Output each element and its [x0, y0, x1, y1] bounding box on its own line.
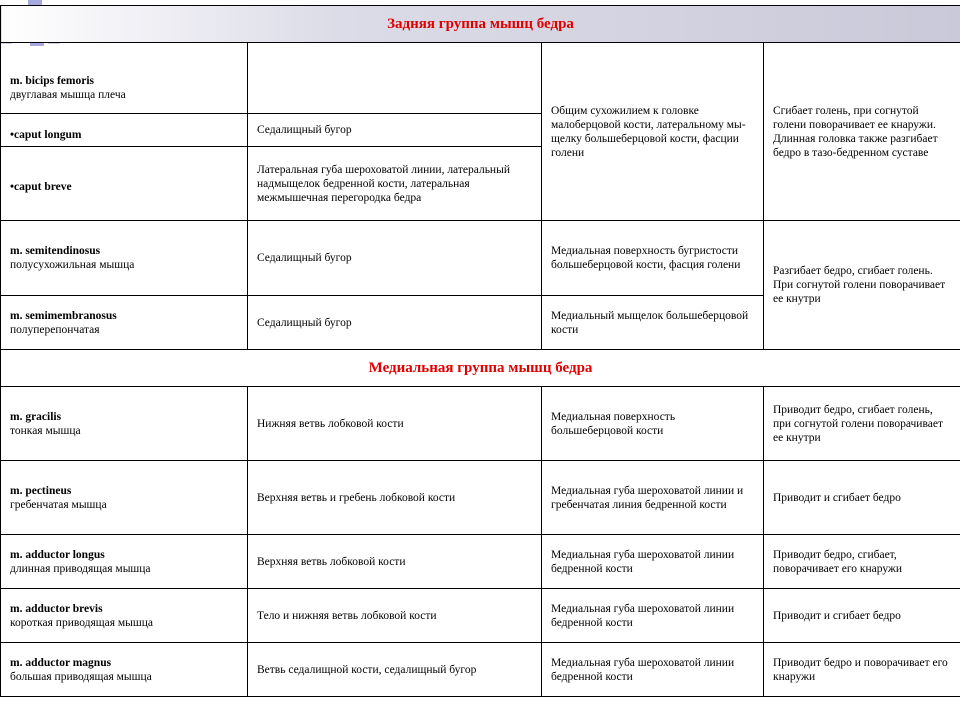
table-row-biceps	[1, 43, 960, 114]
muscle-name-cell	[1, 43, 248, 114]
muscle-name-cell	[1, 535, 248, 589]
function-cell: Приводит и сгибает бедро	[764, 461, 960, 535]
muscle-russian-name: тонкая мышца	[10, 424, 81, 437]
muscle-russian-name: длинная приводящая мышца	[10, 562, 151, 575]
muscle-russian-name: большая приводящая мышца	[10, 670, 152, 683]
muscle-name-cell	[1, 589, 248, 643]
muscle-russian-name: гребенчатая мышца	[10, 498, 107, 511]
insertion-cell: Медиальная губа шероховатой линии бедренной кости	[542, 589, 764, 643]
semimembranosus-insertion: Медиальный мыщелок большеберцовой кости	[542, 296, 764, 350]
muscle-latin-name: m. bicips femoris	[10, 75, 95, 87]
origin-cell: Верхняя ветвь лобковой кости	[248, 535, 542, 589]
bullet-icon: •	[10, 180, 15, 193]
medial-group-header	[1, 350, 960, 387]
insertion-cell: Медиальная губа шероховатой линии и гребенчатая линия бедренной кости	[542, 461, 764, 535]
thigh-muscles-table	[0, 5, 960, 697]
biceps-function-line-2: Длинная головка также разгибает бедро в тазо-бедренном суставе	[773, 132, 938, 159]
posterior-group-title: Задняя группа мышц бедра	[1, 6, 960, 43]
function-cell: Приводит и сгибает бедро	[764, 589, 960, 643]
semitendinosus-origin: Седалищный бугор	[248, 221, 542, 296]
muscle-name-cell	[1, 643, 248, 697]
caput-longum-origin: Седалищный бугор	[248, 114, 542, 147]
table-row	[1, 643, 960, 697]
function-cell: Приводит бедро и поворачивает его кнаружи	[764, 643, 960, 697]
muscle-latin-name: m. semitendinosus	[10, 245, 101, 257]
caput-breve-cell	[1, 147, 248, 221]
table-row	[1, 387, 960, 461]
origin-cell: Верхняя ветвь и гребень лобковой кости	[248, 461, 542, 535]
muscle-latin-name: m. adductor magnus	[10, 656, 112, 669]
origin-cell: Тело и нижняя ветвь лобковой кости	[248, 589, 542, 643]
muscle-russian-name: двуглавая мышца плеча	[10, 89, 126, 101]
table-row	[1, 589, 960, 643]
table-row	[1, 461, 960, 535]
muscle-latin-name: m. semimembranosus	[10, 309, 117, 322]
muscle-latin-name: m. adductor brevis	[10, 602, 103, 615]
biceps-insertion-cell: Общим сухожилием к головке малоберцовой кости, латеральному мы-щелку большеберцовой кости, фасции голени	[542, 43, 764, 221]
function-cell: Приводит бедро, сгибает, поворачивает его кнаружи	[764, 535, 960, 589]
muscle-latin-name: m. pectineus	[10, 484, 72, 497]
insertion-cell: Медиальная губа шероховатой линии бедренной кости	[542, 535, 764, 589]
muscle-name-cell	[1, 296, 248, 350]
function-cell: Приводит бедро, сгибает голень, при согнутой голени поворачивает ее кнутри	[764, 387, 960, 461]
muscle-russian-name: полусухожильная мышца	[10, 259, 135, 271]
medial-group-title: Медиальная группа мышц бедра	[1, 350, 960, 387]
semitendinosus-insertion: Медиальная поверхность бугристости большеберцовой кости, фасция голени	[542, 221, 764, 296]
muscle-russian-name: полуперепончатая	[10, 323, 100, 336]
origin-cell-empty	[248, 43, 542, 114]
muscle-name-cell	[1, 221, 248, 296]
muscle-russian-name: короткая приводящая мышца	[10, 616, 154, 629]
origin-cell: Нижняя ветвь лобковой кости	[248, 387, 542, 461]
muscle-name-cell	[1, 387, 248, 461]
muscle-latin-name: m. gracilis	[10, 410, 62, 423]
table-row	[1, 535, 960, 589]
muscle-name-cell	[1, 461, 248, 535]
caput-breve-label: caput breve	[14, 180, 72, 193]
origin-cell: Ветвь седалищной кости, седалищный бугор	[248, 643, 542, 697]
semimembranosus-origin: Седалищный бугор	[248, 296, 542, 350]
caput-longum-label: caput longum	[14, 129, 82, 141]
insertion-cell: Медиальная поверхность большеберцовой кости	[542, 387, 764, 461]
caput-breve-origin: Латеральная губа шероховатой линии, латеральный надмыщелок бедренной кости, латеральная межмышечная перегородка бедра	[248, 147, 542, 221]
caput-longum-cell	[1, 114, 248, 147]
posterior-group-header	[1, 6, 960, 43]
biceps-function-cell	[764, 43, 960, 221]
muscle-latin-name: m. adductor longus	[10, 548, 105, 561]
table-row-semitendinosus	[1, 221, 960, 296]
bullet-icon: •	[10, 129, 15, 141]
biceps-function-line-1: Сгибает голень, при согнутой голени поворачивает ее кнаружи.	[773, 104, 936, 131]
shared-function-cell: Разгибает бедро, сгибает голень. При согнутой голени поворачивает ее кнутри	[764, 221, 960, 350]
insertion-cell: Медиальная губа шероховатой линии бедренной кости	[542, 643, 764, 697]
